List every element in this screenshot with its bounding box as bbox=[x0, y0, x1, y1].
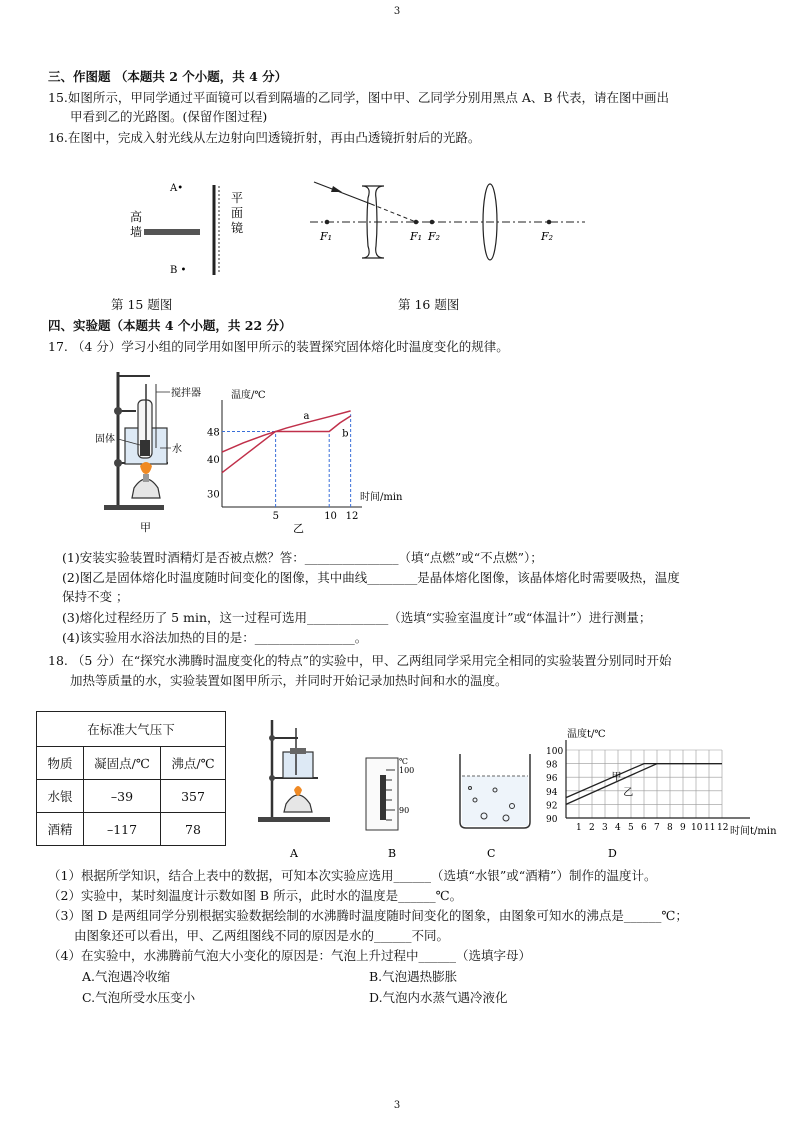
fig-d-label: D bbox=[608, 847, 617, 860]
q17-sub1: (1)安装实验装置时酒精灯是否被点燃？答：_______________（填“点燃”或“不点燃”）； bbox=[62, 550, 543, 565]
wall-char-2: 墙 bbox=[130, 225, 143, 239]
series-label-yi: 乙 bbox=[623, 787, 634, 799]
y-tick-label: 40 bbox=[207, 454, 220, 466]
mirror-char-1: 平 bbox=[231, 191, 244, 205]
solid-label: 固体 bbox=[95, 434, 115, 445]
section4-title: 四、实验题（本题共 4 个小题，共 22 分） bbox=[48, 318, 292, 333]
x-tick-label: 7 bbox=[654, 823, 660, 833]
wall-char-1: 高 bbox=[130, 210, 143, 224]
water-label: 水 bbox=[172, 444, 182, 455]
q18-sub1: （1）根据所学知识，结合上表中的数据，可知本次实验应选用______（选填“水银”或“酒精”）制作的温度计。 bbox=[48, 868, 657, 883]
fig-b-label: B bbox=[388, 847, 397, 860]
q18-intro-line2: 加热等质量的水，实验装置如图甲所示，并同时开始记录加热时间和水的温度。 bbox=[70, 673, 508, 688]
y-tick-label: 96 bbox=[546, 774, 558, 785]
table-col-boiling: 沸点/℃ bbox=[161, 747, 226, 780]
fig-c-label: C bbox=[487, 847, 496, 860]
page-number-bottom: 3 bbox=[393, 1100, 401, 1111]
x-tick-label: 4 bbox=[615, 823, 621, 833]
x-tick-label: 12 bbox=[345, 511, 359, 522]
option-a: A.气泡遇冷收缩 bbox=[82, 969, 171, 984]
x-tick-label: 1 bbox=[576, 823, 582, 833]
q18-sub2: （2）实验中，某时刻温度计示数如图 B 所示，此时水的温度是______℃。 bbox=[48, 888, 463, 903]
q18-sub3-line2: 由图象还可以看出，甲、乙两组图线不同的原因是水的______不同。 bbox=[74, 928, 450, 943]
y-tick-label: 90 bbox=[546, 815, 558, 825]
fig-a-label: A bbox=[290, 847, 298, 860]
x-tick-label: 6 bbox=[641, 823, 647, 833]
table-col-freezing: 凝固点/℃ bbox=[84, 747, 161, 780]
q18-sub4: （4）在实验中，水沸腾前气泡大小变化的原因是：气泡上升过程中______（选填字母） bbox=[48, 948, 531, 963]
chart-caption: 乙 bbox=[293, 522, 304, 535]
x-tick-label: 9 bbox=[680, 823, 686, 833]
f2-right-label: F₂ bbox=[541, 230, 554, 243]
thermo-unit: ℃ bbox=[399, 757, 408, 766]
f1-left-label: F₁ bbox=[320, 230, 333, 243]
chartd-ylabel: 温度t/℃ bbox=[567, 729, 606, 740]
f1-right-label: F₁ bbox=[410, 230, 423, 243]
apparatus-caption: 甲 bbox=[140, 521, 151, 534]
q17-intro: 17. （4 分）学习小组的同学用如图甲所示的装置探究固体熔化时温度变化的规律。 bbox=[48, 339, 509, 354]
x-tick-label: 11 bbox=[704, 823, 716, 833]
page-number-top: 3 bbox=[393, 6, 401, 17]
thermo-90: 90 bbox=[399, 806, 410, 815]
x-tick-label: 5 bbox=[272, 511, 279, 522]
point-b-label: B • bbox=[170, 265, 187, 276]
q17-sub2-line2: 保持不变 ； bbox=[62, 589, 129, 604]
table-col-substance: 物质 bbox=[37, 747, 84, 780]
table-row: 酒精 –117 78 bbox=[37, 813, 226, 846]
chart-ylabel: 温度/℃ bbox=[231, 390, 266, 401]
x-tick-label: 8 bbox=[667, 823, 673, 833]
x-tick-label: 2 bbox=[589, 823, 595, 833]
stirrer-label: 搅拌器 bbox=[171, 388, 201, 399]
mirror-char-3: 镜 bbox=[231, 221, 244, 235]
chartd-xlabel: 时间t/min bbox=[730, 826, 777, 837]
series-label-a: a bbox=[303, 411, 310, 423]
point-a-label: A• bbox=[170, 183, 184, 194]
y-tick-label: 98 bbox=[546, 760, 558, 771]
option-b: B.气泡遇热膨胀 bbox=[369, 969, 458, 984]
x-tick-label: 5 bbox=[628, 823, 634, 833]
y-tick-label: 30 bbox=[207, 489, 220, 501]
y-tick-label: 92 bbox=[546, 801, 558, 812]
option-d: D.气泡内水蒸气遇冷液化 bbox=[369, 990, 508, 1005]
y-tick-label: 100 bbox=[546, 747, 564, 757]
x-tick-label: 12 bbox=[717, 823, 729, 833]
q18-intro-line1: 18. （5 分）在“探究水沸腾时温度变化的特点”的实验中，甲、乙两组同学采用完全相同的实验装置分别同时开始 bbox=[48, 653, 672, 668]
q16-text: 16.在图中，完成入射光线从左边射向凹透镜折射，再由凸透镜折射后的光路。 bbox=[48, 130, 481, 145]
q17-sub4: (4)该实验用水浴法加热的目的是：________________。 bbox=[62, 630, 368, 645]
table-row: 水银 –39 357 bbox=[37, 780, 226, 813]
section3-title: 三、作图题 （本题共 2 个小题，共 4 分） bbox=[48, 69, 288, 84]
x-tick-label: 3 bbox=[602, 823, 608, 833]
y-tick-label: 48 bbox=[207, 427, 220, 439]
option-c: C.气泡所受水压变小 bbox=[82, 990, 196, 1005]
q17-sub3: (3)熔化过程经历了 5 min，这一过程可选用_____________（选填“实验室温度计”或“体温计”）进行测量； bbox=[62, 610, 652, 625]
q15-line1: 15.如图所示，甲同学通过平面镜可以看到隔墙的乙同学，图中甲、乙同学分别用黑点 A、B 代表，请在图中画出 bbox=[48, 90, 670, 105]
y-tick-label: 94 bbox=[546, 787, 558, 798]
chart-xlabel: 时间/min bbox=[360, 492, 403, 503]
thermo-100: 100 bbox=[399, 766, 415, 775]
f2-left-label: F₂ bbox=[428, 230, 441, 243]
table-header: 在标准大气压下 bbox=[37, 712, 226, 747]
x-tick-label: 10 bbox=[691, 823, 703, 833]
q15-line2: 甲看到乙的光路图。(保留作图过程) bbox=[70, 109, 268, 124]
series-label-b: b bbox=[342, 428, 349, 440]
x-tick-label: 10 bbox=[324, 511, 337, 522]
series-label-jia: 甲 bbox=[611, 771, 622, 783]
mirror-char-2: 面 bbox=[231, 206, 244, 220]
figure-16-caption: 第 16 题图 bbox=[398, 297, 460, 312]
q17-sub2-line1: (2)图乙是固体熔化时温度随时间变化的图像，其中曲线________是晶体熔化图像，该晶体熔化时需要吸热，温度 bbox=[62, 570, 680, 585]
figure-15-caption: 第 15 题图 bbox=[111, 297, 173, 312]
q18-sub3-line1: （3）图 D 是两组同学分别根据实验数据绘制的水沸腾时温度随时间变化的图象，由图象可知水的沸点是______℃； bbox=[48, 908, 688, 923]
